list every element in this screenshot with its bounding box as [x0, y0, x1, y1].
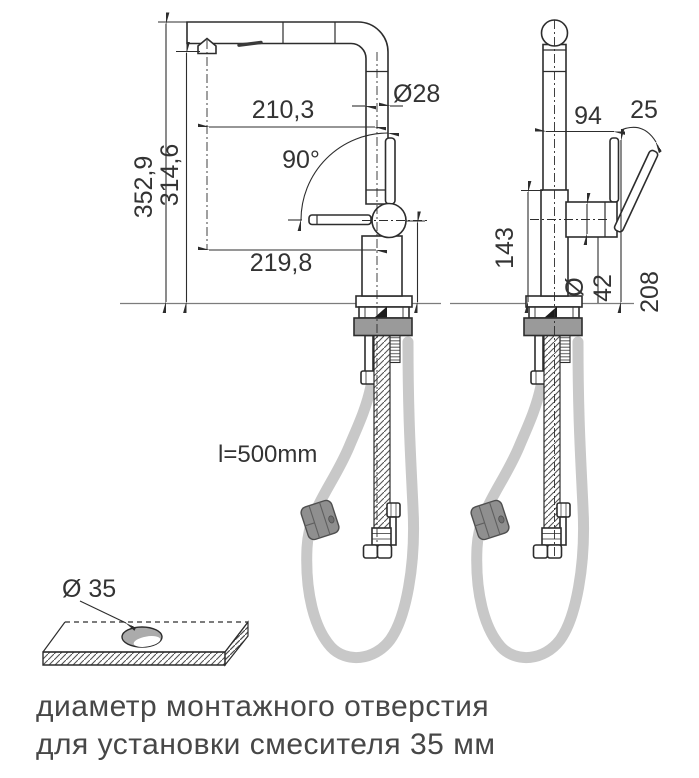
dim-spout-offset-label: 94 [574, 102, 602, 130]
lever-horizontal [309, 215, 371, 225]
caption-line-1: диаметр монтажного отверстия [36, 690, 490, 723]
mount-assembly-front [300, 296, 414, 658]
dim-lever-height-label: 208 [636, 271, 664, 313]
dim-total-height-label: 352,9 [130, 155, 158, 219]
dim-arc-lever-tilt [621, 127, 656, 142]
caption-line-2: для установки смесителя 35 мм [36, 728, 496, 761]
handle-housing [566, 202, 617, 237]
dim-lever-reach-label: 219,8 [249, 249, 313, 277]
dim-lever-tilt-label: 25 [630, 96, 658, 124]
dim-body-diameter-value: 42 [589, 274, 617, 302]
mount-assembly-side [470, 296, 584, 658]
faucet-body-front [362, 236, 402, 296]
countertop-front-face [43, 652, 225, 665]
hole-leader-line [80, 601, 126, 623]
mount-hole-detail [43, 575, 248, 665]
hose-length-label: l=500mm [218, 441, 318, 468]
dim-swivel-angle-label: 90° [282, 146, 320, 174]
lever-vertical-ghost [386, 138, 396, 204]
dim-body-height-label: 143 [491, 227, 519, 269]
dim-spout-reach-label: 210,3 [251, 96, 315, 124]
dim-spout-diameter-label: Ø28 [393, 80, 441, 108]
dim-body-diameter-symbol: Ø [561, 277, 589, 297]
lever-side-ghost [610, 138, 619, 202]
caption [36, 690, 495, 761]
lever-side-tilted [613, 149, 658, 233]
hole-diameter-label: Ø 35 [62, 575, 117, 603]
dim-spray-height-label: 314,6 [156, 143, 184, 207]
